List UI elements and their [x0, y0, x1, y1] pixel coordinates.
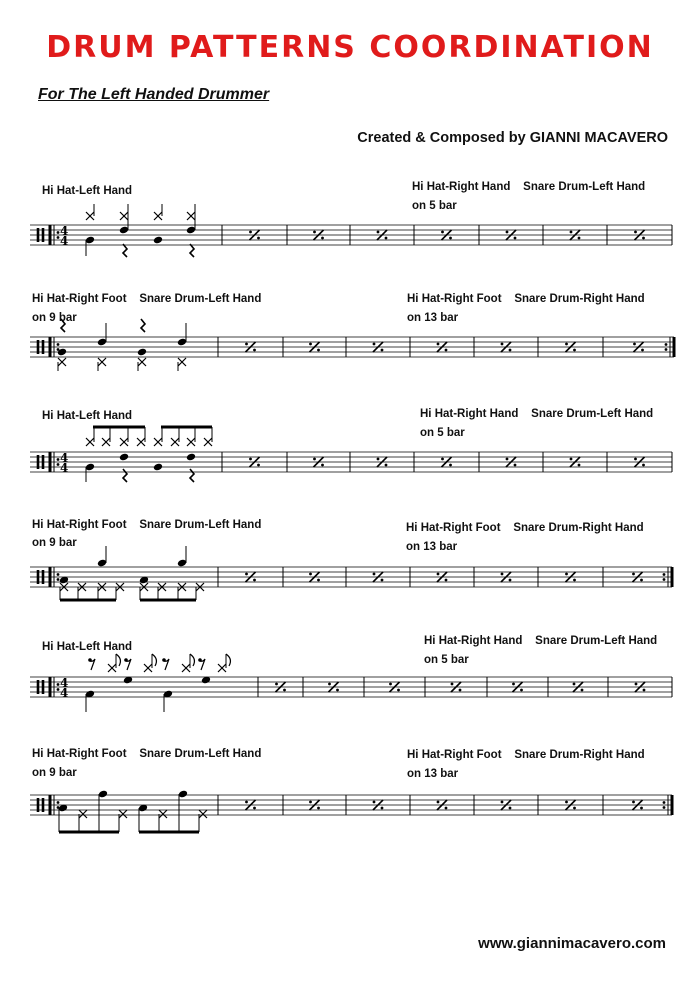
measure-repeat	[451, 683, 454, 686]
staff-row-6	[0, 770, 700, 840]
time-signature-upper: 4	[60, 224, 69, 238]
measure-repeat	[249, 231, 252, 234]
measure-repeat	[642, 464, 645, 467]
measure-repeat	[641, 349, 644, 352]
quarter-rest	[190, 244, 194, 257]
row2-right-label: Hi Hat-Right Foot Snare Drum-Right Hand	[407, 293, 645, 305]
repeat-dot	[663, 806, 666, 809]
row3-right-label: Hi Hat-Right Hand Snare Drum-Left Hand	[420, 408, 654, 420]
measure-repeat	[449, 464, 452, 467]
quarter-rest	[123, 244, 127, 257]
measure-repeat	[373, 573, 376, 576]
row5-right-note: on 5 bar	[424, 654, 469, 666]
eighth-rest	[126, 659, 131, 670]
subtitle: For The Left Handed Drummer	[38, 86, 270, 103]
measure-repeat	[283, 689, 286, 692]
measure-repeat	[570, 458, 573, 461]
website-link[interactable]: www.giannimacavero.com	[478, 935, 666, 952]
eighth-rest	[200, 659, 205, 670]
measure-repeat	[385, 237, 388, 240]
measure-repeat	[328, 683, 331, 686]
repeat-dot	[57, 343, 60, 346]
measure-repeat	[321, 464, 324, 467]
measure-repeat	[253, 349, 256, 352]
measure-repeat	[642, 237, 645, 240]
repeat-dot	[57, 683, 60, 686]
page-title: DRUM PATTERNS COORDINATION	[46, 30, 654, 65]
measure-repeat	[581, 689, 584, 692]
time-signature-lower: 4	[60, 461, 69, 475]
measure-repeat	[257, 464, 260, 467]
measure-repeat	[257, 237, 260, 240]
measure-repeat	[512, 683, 515, 686]
note-flag	[116, 654, 120, 666]
measure-repeat	[445, 349, 448, 352]
repeat-dot	[57, 458, 60, 461]
measure-repeat	[309, 801, 312, 804]
bass-drum-note	[153, 463, 163, 472]
measure-repeat	[373, 343, 376, 346]
composer-credit: Created & Composed by GIANNI MACAVERO	[357, 130, 668, 146]
staff-row-5	[0, 652, 700, 717]
repeat-dot	[57, 688, 60, 691]
measure-repeat	[437, 573, 440, 576]
measure-repeat	[570, 231, 573, 234]
measure-repeat	[313, 231, 316, 234]
repeat-dot	[57, 801, 60, 804]
repeat-dot	[57, 236, 60, 239]
measure-repeat	[578, 237, 581, 240]
measure-repeat	[381, 579, 384, 582]
row3-right-note: on 5 bar	[420, 427, 465, 439]
row4-left-label: Hi Hat-Right Foot Snare Drum-Left Hand	[32, 519, 262, 531]
measure-repeat	[633, 343, 636, 346]
repeat-dot	[57, 578, 60, 581]
row6-left-note: on 9 bar	[32, 767, 77, 779]
quarter-rest	[190, 469, 194, 482]
row6-right-note: on 13 bar	[407, 768, 459, 780]
row3-left-label: Hi Hat-Left Hand	[42, 410, 133, 422]
measure-repeat	[501, 343, 504, 346]
repeat-dot	[57, 463, 60, 466]
row1-left-label: Hi Hat-Left Hand	[42, 185, 133, 197]
row5-left-label: Hi Hat-Left Hand	[42, 641, 133, 653]
snare-note	[119, 453, 129, 462]
measure-repeat	[253, 579, 256, 582]
measure-repeat	[437, 343, 440, 346]
measure-repeat	[397, 689, 400, 692]
measure-repeat	[632, 573, 635, 576]
measure-repeat	[245, 573, 248, 576]
measure-repeat	[381, 807, 384, 810]
row1-right-note: on 5 bar	[412, 200, 457, 212]
measure-repeat	[249, 458, 252, 461]
measure-repeat	[385, 464, 388, 467]
repeat-dot	[663, 573, 666, 576]
staff-row-1	[0, 200, 700, 265]
row2-left-note: on 9 bar	[32, 312, 77, 324]
row4-right-note: on 13 bar	[406, 541, 458, 553]
repeat-dot	[57, 231, 60, 234]
row5-right-label: Hi Hat-Right Hand Snare Drum-Left Hand	[424, 635, 658, 647]
quarter-rest	[61, 319, 65, 332]
measure-repeat	[381, 349, 384, 352]
eighth-rest	[90, 659, 95, 670]
staff-row-3	[0, 422, 700, 492]
time-signature-upper: 4	[60, 451, 69, 465]
repeat-dot	[665, 348, 668, 351]
measure-repeat	[634, 458, 637, 461]
measure-repeat	[565, 573, 568, 576]
measure-repeat	[565, 801, 568, 804]
measure-repeat	[640, 807, 643, 810]
measure-repeat	[509, 579, 512, 582]
staff-row-2	[0, 315, 700, 380]
row6-right-label: Hi Hat-Right Foot Snare Drum-Right Hand	[407, 749, 645, 761]
measure-repeat	[245, 801, 248, 804]
measure-repeat	[377, 458, 380, 461]
measure-repeat	[514, 464, 517, 467]
time-signature-lower: 4	[60, 686, 69, 700]
bass-drum-note	[137, 348, 147, 357]
measure-repeat	[501, 573, 504, 576]
measure-repeat	[634, 231, 637, 234]
measure-repeat	[520, 689, 523, 692]
measure-repeat	[573, 807, 576, 810]
note-flag	[152, 654, 156, 666]
repeat-dot	[665, 343, 668, 346]
measure-repeat	[573, 683, 576, 686]
time-signature-lower: 4	[60, 234, 69, 248]
quarter-rest	[123, 469, 127, 482]
measure-repeat	[573, 349, 576, 352]
measure-repeat	[506, 458, 509, 461]
row2-left-label: Hi Hat-Right Foot Snare Drum-Left Hand	[32, 293, 262, 305]
measure-repeat	[377, 231, 380, 234]
measure-repeat	[449, 237, 452, 240]
note-flag	[190, 654, 194, 666]
measure-repeat	[573, 579, 576, 582]
row1-right-label: Hi Hat-Right Hand Snare Drum-Left Hand	[412, 181, 646, 193]
snare-note	[186, 453, 196, 462]
measure-repeat	[565, 343, 568, 346]
measure-repeat	[437, 801, 440, 804]
note-flag	[226, 654, 230, 666]
staff-row-4	[0, 540, 700, 610]
row4-left-note: on 9 bar	[32, 537, 77, 549]
eighth-rest	[164, 659, 169, 670]
measure-repeat	[313, 458, 316, 461]
repeat-dot	[663, 801, 666, 804]
measure-repeat	[317, 807, 320, 810]
time-signature-upper: 4	[60, 676, 69, 690]
quarter-rest	[141, 319, 145, 332]
repeat-dot	[57, 573, 60, 576]
measure-repeat	[459, 689, 462, 692]
measure-repeat	[632, 801, 635, 804]
measure-repeat	[445, 579, 448, 582]
measure-repeat	[245, 343, 248, 346]
measure-repeat	[309, 343, 312, 346]
row2-right-note: on 13 bar	[407, 312, 459, 324]
measure-repeat	[317, 579, 320, 582]
measure-repeat	[509, 349, 512, 352]
measure-repeat	[640, 579, 643, 582]
measure-repeat	[275, 683, 278, 686]
measure-repeat	[506, 231, 509, 234]
row6-left-label: Hi Hat-Right Foot Snare Drum-Left Hand	[32, 748, 262, 760]
measure-repeat	[514, 237, 517, 240]
measure-repeat	[317, 349, 320, 352]
measure-repeat	[321, 237, 324, 240]
measure-repeat	[389, 683, 392, 686]
measure-repeat	[336, 689, 339, 692]
measure-repeat	[441, 231, 444, 234]
measure-repeat	[309, 573, 312, 576]
repeat-dot	[663, 578, 666, 581]
row4-right-label: Hi Hat-Right Foot Snare Drum-Right Hand	[406, 522, 644, 534]
measure-repeat	[643, 689, 646, 692]
bass-drum-note	[153, 236, 163, 245]
measure-repeat	[509, 807, 512, 810]
measure-repeat	[373, 801, 376, 804]
measure-repeat	[441, 458, 444, 461]
measure-repeat	[445, 807, 448, 810]
measure-repeat	[253, 807, 256, 810]
measure-repeat	[635, 683, 638, 686]
measure-repeat	[578, 464, 581, 467]
measure-repeat	[501, 801, 504, 804]
